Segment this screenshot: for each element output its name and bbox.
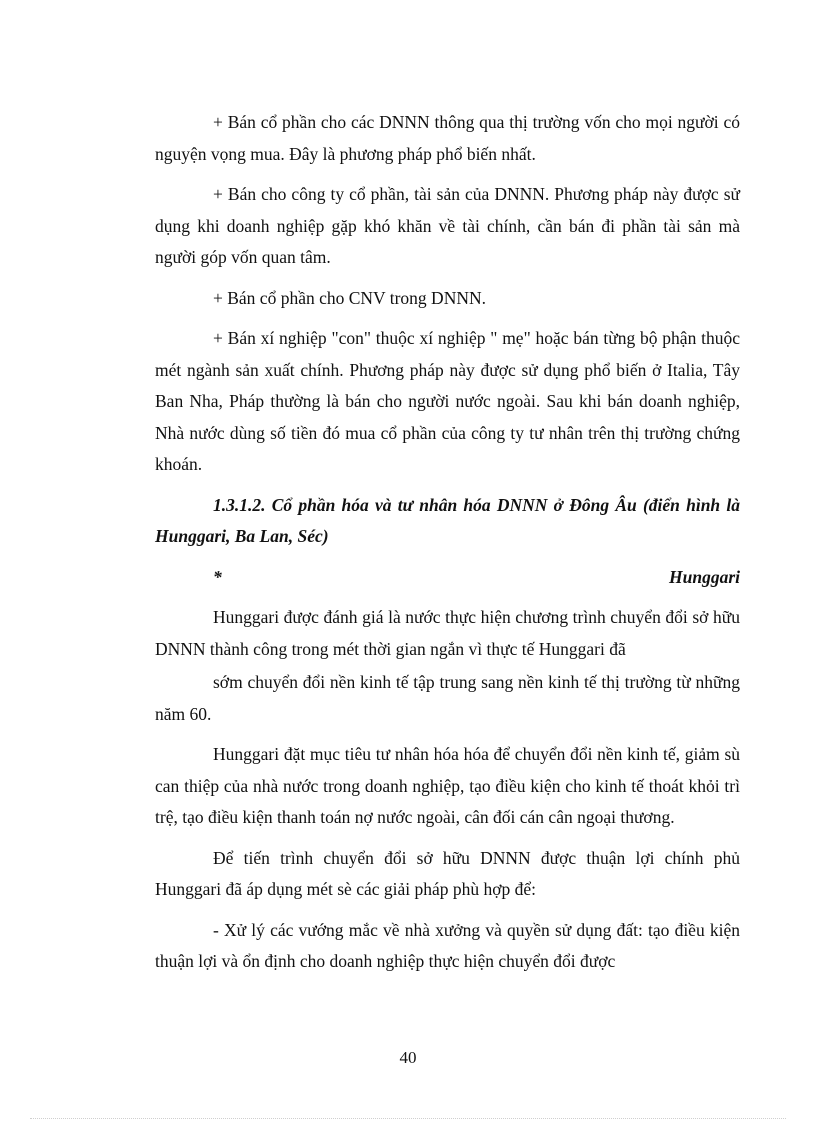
paragraph-land-issues: - Xử lý các vướng mắc về nhà xưởng và quyền sử dụng đất: tạo điều kiện thuận lợi và ổn định cho doanh nghiệp thực hiện chuyển đổi được (155, 919, 740, 971)
page-number: 40 (399, 1048, 417, 1067)
paragraph-sell-subsidiaries: + Bán xí nghiệp "con" thuộc xí nghiệp " mẹ" hoặc bán từng bộ phận thuộc mét ngành sản xuất chính. Phương pháp này được sử dụng phổ biến ở Italia, Tây Ban Nha, Pháp thường là bán cho người nước ngoài. Sau khi bán doanh nghiệp, Nhà nước dùng số tiền đó mua cổ phần của công ty tư nhân trên thị trường chứng khoán. (155, 328, 740, 474)
paragraph-hungary-early-transition: sớm chuyển đổi nền kinh tế tập trung sang nền kinh tế thị trường từ những năm 60. (155, 672, 740, 724)
section-heading: 1.3.1.2. Cổ phần hóa và tư nhân hóa DNNN ở Đông Âu (điển hình là Hunggari, Ba Lan, Séc) (155, 494, 740, 546)
paragraph-hungary-goals: Hunggari đặt mục tiêu tư nhân hóa hóa để chuyển đổi nền kinh tế, giảm sù can thiệp của nhà nước trong doanh nghiệp, tạo điều kiện cho kinh tế thoát khỏi trì trệ, tạo điều kiện thanh toán nợ nước ngoài, cân đối cán cân ngoại thương. (155, 744, 740, 827)
paragraph-hungary-assessment: Hunggari được đánh giá là nước thực hiện chương trình chuyển đổi sở hữu DNNN thành công trong mét thời gian ngắn vì thực tế Hunggari đã (155, 607, 740, 659)
subsection-marker: * (213, 566, 222, 587)
paragraph-sell-to-employees: + Bán cổ phần cho CNV trong DNNN. (213, 287, 486, 308)
subsection-heading (213, 562, 740, 594)
document-body (155, 107, 740, 978)
paragraph-sell-to-joint-stock: + Bán cho công ty cổ phần, tài sản của DNNN. Phương pháp này được sử dụng khi doanh nghiệp gặp khó khăn về tài chính, cần bán đi phần tài sản mà người góp vốn quan tâm. (155, 184, 740, 267)
page-bottom-divider (30, 1118, 786, 1119)
subsection-title: Hunggari (669, 566, 740, 587)
paragraph-sell-shares-market: + Bán cổ phần cho các DNNN thông qua thị trường vốn cho mọi người có nguyện vọng mua. Đây là phương pháp phổ biến nhất. (155, 112, 740, 164)
paragraph-hungary-measures: Để tiến trình chuyển đổi sở hữu DNNN được thuận lợi chính phủ Hunggari đã áp dụng mét sè các giải pháp phù hợp để: (155, 847, 740, 899)
